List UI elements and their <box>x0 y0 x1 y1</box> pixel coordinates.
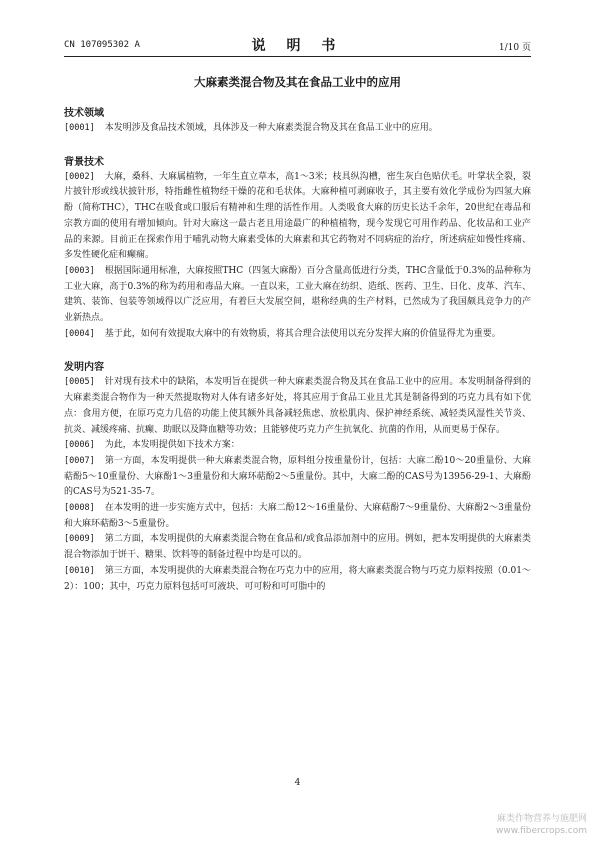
paragraph-text: 第三方面，本发明提供的大麻素类混合物在巧克力中的应用，将大麻素类混合物与巧克力原料按照（0.01～2）：100；其中，巧克力原料包括可可液块、可可粉和可可脂中的 <box>64 565 531 592</box>
section-heading-summary: 发明内容 <box>64 362 104 374</box>
paragraph-number: [0003] <box>64 265 95 276</box>
paragraph-0004 <box>64 327 531 343</box>
paragraph-number: [0005] <box>64 377 95 388</box>
paragraph-0007 <box>64 454 531 501</box>
paragraph-0001 <box>64 121 531 137</box>
paragraph-text: 第一方面，本发明提供一种大麻素类混合物，原料组分按重量份计，包括：大麻二酚10～20重量份、大麻萜酚5～10重量份、大麻酚1～3重量份和大麻环萜酚2～5重量份。其中，大麻二酚的CAS号为13956-29-1、大麻酚的CAS号为521-35-7。 <box>64 455 531 498</box>
paragraph-number: [0004] <box>64 328 95 339</box>
paragraph-0003 <box>64 264 531 327</box>
paragraph-0010 <box>64 564 531 595</box>
paragraph-0005 <box>64 375 531 438</box>
watermark-url: www.fibercrops.com <box>496 826 587 836</box>
paragraph-text: 针对现有技术中的缺陷，本发明旨在提供一种大麻素类混合物及其在食品工业中的应用。本发明制备得到的大麻素类混合物作为一种天然提取物对人体有诸多好处，将其应用于食品工业且尤其是制备得到的巧克力具有如下优点：食用方便，在原巧克力几倍的功能上使其额外具备减轻焦虑、放松肌肉、保护神经系统、减轻类风湿性关节炎、抗炎、减缓疼痛、抗癫、助眠以及降血糖等功效；且能够使巧克力产生抗氧化、抗菌的作用，从而更易于保存。 <box>64 377 531 435</box>
paragraph-number: [0001] <box>64 123 95 133</box>
section-heading-background: 背景技术 <box>64 156 104 168</box>
watermark-site-name: 麻类作物营养与施肥网 <box>496 814 587 824</box>
patent-number: CN 107095302 A <box>64 40 140 50</box>
paragraph-number: [0007] <box>64 455 95 466</box>
header-divider <box>64 56 531 57</box>
section-heading-technical-field: 技术领域 <box>64 108 104 119</box>
paragraph-number: [0006] <box>64 440 95 451</box>
paragraph-text: 为此，本发明提供如下技术方案： <box>104 440 240 451</box>
paragraph-number: [0009] <box>64 534 95 545</box>
paragraph-text: 本发明涉及食品技术领域，具体涉及一种大麻素类混合物及其在食品工业中的应用。 <box>104 123 438 133</box>
paragraph-text: 在本发明的进一步实施方式中，包括：大麻二酚12～16重量份、大麻萜酚7～9重量份、大麻酚2～3重量份和大麻环萜酚3～5重量份。 <box>64 503 531 529</box>
document-title: 大麻素类混合物及其在食品工业中的应用 <box>194 75 401 89</box>
page-number: 4 <box>294 778 301 788</box>
paragraph-0009 <box>64 532 531 563</box>
watermark <box>496 813 587 837</box>
page-info: 1/10 页 <box>498 43 531 53</box>
section-title: 说 明 书 <box>251 38 344 54</box>
paragraph-text: 第二方面，本发明提供的大麻素类混合物在食品和/或食品添加剂中的应用。例如，把本发明提供的大麻素类混合物添加于饼干、糖果、饮料等的制备过程中均是可以的。 <box>64 534 531 561</box>
paragraph-number: [0008] <box>64 503 95 514</box>
document-body <box>64 74 531 595</box>
paragraph-text: 根据国际通用标准，大麻按照THC（四氢大麻酚）百分含量高低进行分类，THC含量低于0.3%的品种称为工业大麻，高于0.3%的称为药用和毒品大麻。一直以来，工业大麻在纺织、造纸、医药、卫生、日化、皮革、汽车、建筑、装饰、包装等领域得以广泛应用，有着巨大发展空间，堪称经典的生产材料，已然成为了我国颇具竞争力的产业新热点。 <box>64 265 531 324</box>
paragraph-text: 大麻，桑科、大麻属植物，一年生直立草本，高1～3米；枝具纵沟槽，密生灰白色贴伏毛。叶掌状全裂，裂片披针形或线状披针形，特指雌性植物经干燥的花和毛状体。大麻种植可剥麻收子，其主要有效化学成份为四氢大麻酚（简称THC），THC在吸食或口服后有精神和生理的活性作用。人类吸食大麻的历史长达千余年，20世纪在毒品和宗教方面的使用有增加倾向。针对大麻这一最古老且用途最广的种植植物，现今发现它可用作药品、化妆品和工业产品的来源。目前正在探索作用于哺乳动物大麻素受体的大麻素和其它药物对不同病症的治疗，所述病症如慢性疼痛、多发性硬化症和癫痫。 <box>64 171 531 261</box>
paragraph-0008 <box>64 501 531 532</box>
paragraph-number: [0010] <box>64 565 95 576</box>
paragraph-0002 <box>64 170 531 264</box>
paragraph-text: 基于此，如何有效提取大麻中的有效物质，将其合理合法使用以充分发挥大麻的价值显得尤为重要。 <box>104 328 501 339</box>
paragraph-number: [0002] <box>64 171 95 182</box>
page-header <box>64 34 531 54</box>
paragraph-0006 <box>64 438 531 454</box>
